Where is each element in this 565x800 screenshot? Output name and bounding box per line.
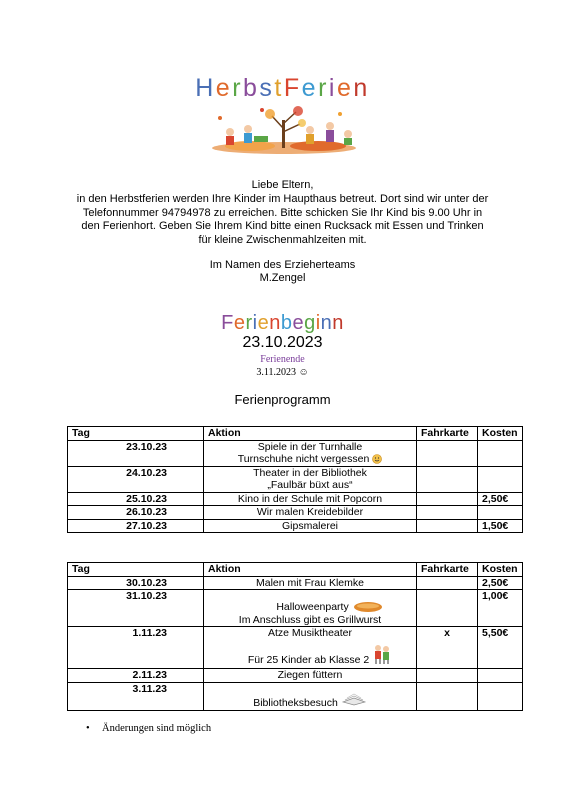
cell-kosten: 1,50€: [478, 519, 523, 533]
cell-aktion: Gipsmalerei: [204, 519, 417, 533]
cell-aktion: Malen mit Frau Klemke: [204, 576, 417, 590]
end-date: 3.11.2023 ☺: [256, 367, 309, 378]
aktion-line: Spiele in der Turnhalle: [257, 440, 363, 453]
page-title: [0, 74, 565, 103]
cell-tag: 24.10.23: [68, 466, 204, 492]
cell-tag: 31.10.23: [68, 590, 204, 627]
header-aktion: Aktion: [204, 563, 417, 577]
ferienbeginn-letter: i: [315, 312, 321, 334]
signature-line: Im Namen des Erzieherteams: [209, 259, 356, 271]
title-letter: n: [353, 74, 370, 102]
table-row: [68, 492, 523, 506]
title-letter: r: [232, 74, 244, 102]
header-kosten: Kosten: [478, 563, 523, 577]
cell-tag: 2.11.23: [68, 669, 204, 683]
cell-kosten: 5,50€: [478, 627, 523, 669]
autumn-kids-illustration: [210, 104, 358, 154]
header-fahrkarte: Fahrkarte: [417, 427, 478, 441]
cell-aktion: Wir malen Kreidebilder: [204, 506, 417, 520]
ferienbeginn-letter: e: [257, 312, 270, 334]
aktion-line: Im Anschluss gibt es Grillwurst: [238, 613, 382, 626]
aktion-line-wrap: [208, 654, 412, 667]
cell-kosten: 1,00€: [478, 590, 523, 627]
smiley-icon: [372, 454, 382, 464]
start-date: 23.10.2023: [242, 334, 323, 351]
table-row: [68, 669, 523, 683]
cell-kosten: 2,50€: [478, 576, 523, 590]
ferienbeginn-letter: e: [292, 312, 305, 334]
ferienbeginn-heading: [0, 312, 565, 335]
cell-fahrkarte: [417, 576, 478, 590]
aktion-line: „Faulbär büxt aus“: [267, 479, 353, 491]
aktion-line: Turnschuhe nicht vergessen: [237, 453, 370, 465]
ferienbeginn-letter: n: [332, 312, 344, 334]
letter-line: den Ferienhort. Geben Sie Ihrem Kind bitte einen Rucksack mit Essen und Trinken: [81, 220, 484, 232]
cell-tag: 27.10.23: [68, 519, 204, 533]
aktion-line-wrap: [208, 453, 412, 466]
letter-greeting: Liebe Eltern,: [251, 179, 314, 191]
title-letter: F: [283, 74, 302, 102]
title-letter: i: [328, 74, 337, 102]
aktion-line: Halloweenparty: [276, 600, 349, 613]
cell-kosten: 2,50€: [478, 492, 523, 506]
aktion-line: Theater in der Bibliothek: [253, 466, 367, 479]
ferienbeginn-letter: n: [269, 312, 281, 334]
letter-line: für kleine Zwischenmahlzeiten mit.: [198, 233, 367, 246]
header-kosten: Kosten: [478, 427, 523, 441]
cell-fahrkarte: x: [417, 627, 478, 669]
book-icon: [341, 692, 367, 706]
table-header-row: [68, 563, 523, 577]
letter-line: Telefonnummer 94794978 zu erreichen. Bitte schicken Sie Ihr Kind bis 9.00 Uhr in: [82, 206, 483, 219]
cell-tag: 23.10.23: [68, 440, 204, 466]
header-tag: Tag: [68, 563, 204, 577]
ferienbeginn-letter: n: [320, 312, 333, 334]
ferienbeginn-letter: F: [221, 312, 234, 334]
table-row: [68, 519, 523, 533]
cell-aktion: [204, 440, 417, 466]
ferienbeginn-letter: e: [233, 312, 246, 334]
aktion-line: Bibliotheksbesuch: [253, 697, 338, 709]
cell-tag: 3.11.23: [68, 682, 204, 710]
cell-aktion: [204, 466, 417, 492]
cell-tag: 26.10.23: [68, 506, 204, 520]
cell-kosten: [478, 440, 523, 466]
cell-kosten: [478, 682, 523, 710]
cell-fahrkarte: [417, 682, 478, 710]
cell-fahrkarte: [417, 519, 478, 533]
changes-note: [86, 723, 211, 734]
table-row: [68, 506, 523, 520]
signature-name: M.Zengel: [259, 272, 306, 284]
program-table-week1: [67, 426, 523, 533]
table-row: [68, 576, 523, 590]
title-letter: b: [243, 74, 260, 102]
ferienbeginn-letter: b: [280, 312, 293, 334]
aktion-line: Atze Musiktheater: [267, 627, 353, 639]
cell-aktion: [204, 682, 417, 710]
cell-fahrkarte: [417, 492, 478, 506]
ferienbeginn-letter: r: [245, 312, 253, 334]
header-aktion: Aktion: [204, 427, 417, 441]
cell-aktion: [204, 627, 417, 669]
sausage-icon: [352, 600, 384, 614]
cell-fahrkarte: [417, 669, 478, 683]
ferienbeginn-letter: g: [304, 312, 316, 334]
table-row: [68, 627, 523, 669]
cell-kosten: [478, 466, 523, 492]
cell-aktion: [204, 590, 417, 627]
cell-aktion: Kino in der Schule mit Popcorn: [204, 492, 417, 506]
children-icon: [372, 643, 392, 665]
ferienende-label: Ferienende: [260, 354, 305, 365]
table-row: [68, 466, 523, 492]
title-letter: e: [336, 74, 354, 102]
header-tag: Tag: [68, 427, 204, 441]
bullet-icon: •: [86, 723, 90, 734]
aktion-line: Für 25 Kinder ab Klasse 2: [247, 653, 370, 666]
program-title: Ferienprogramm: [234, 392, 331, 407]
cell-aktion: Ziegen füttern: [204, 669, 417, 683]
cell-fahrkarte: [417, 506, 478, 520]
cell-tag: 30.10.23: [68, 576, 204, 590]
table-row: [68, 590, 523, 627]
table-row: [68, 682, 523, 710]
cell-tag: 1.11.23: [68, 627, 204, 669]
cell-fahrkarte: [417, 466, 478, 492]
title-letter: e: [215, 74, 233, 102]
title-letter: t: [274, 74, 284, 102]
title-letter: H: [195, 74, 216, 102]
aktion-line-wrap: [208, 600, 412, 614]
letter-body: [55, 193, 510, 247]
cell-kosten: [478, 506, 523, 520]
title-letter: e: [301, 74, 319, 102]
table-row: [68, 440, 523, 466]
cell-tag: 25.10.23: [68, 492, 204, 506]
program-table-week2: [67, 562, 523, 711]
cell-fahrkarte: [417, 590, 478, 627]
letter-line: in den Herbstferien werden Ihre Kinder im Haupthaus betreut. Dort sind wir unter der: [76, 193, 489, 205]
cell-kosten: [478, 669, 523, 683]
title-letter: r: [318, 74, 329, 102]
ferienbeginn-letter: i: [252, 312, 258, 334]
header-fahrkarte: Fahrkarte: [417, 563, 478, 577]
note-text: Änderungen sind möglich: [102, 723, 212, 734]
title-letter: s: [259, 74, 275, 102]
table-header-row: [68, 427, 523, 441]
cell-fahrkarte: [417, 440, 478, 466]
